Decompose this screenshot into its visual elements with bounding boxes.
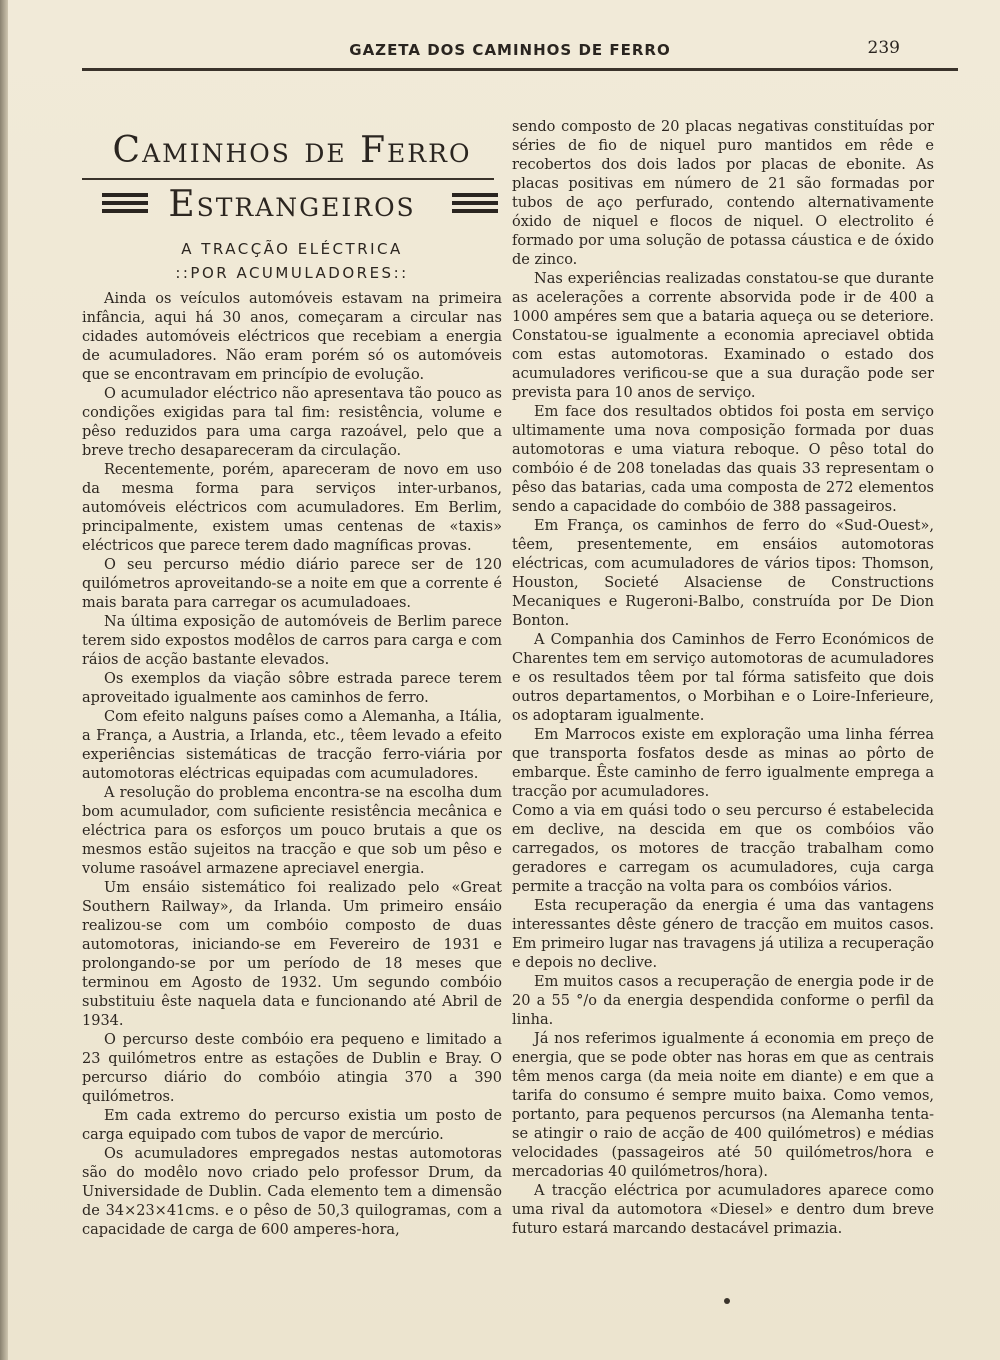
article-paragraph: A resolução do problema encontra-se na escolha dum bom acumulador, com suficiente resistência mecânica e eléctrica para os esforços um pouco brutais a que os mesmos estão sujeitos na tracção e que sob um pêso e volume rasoável armazene apreciavel energia. (82, 785, 502, 877)
article-paragraph: A tracção eléctrica por acumuladores aparece como uma rival da automotora «Diesel» e dentro dum breve futuro estará marcando destacável primazia. (512, 1183, 934, 1237)
left-column-text (82, 290, 502, 1315)
article-paragraph: Em Marrocos existe em exploração uma linha férrea que transporta fosfatos desde as minas ao pôrto de embarque. Êste caminho de ferro igualmente emprega a tracção por acumuladores. (512, 727, 934, 800)
decorative-bars-right (452, 193, 498, 215)
left-column (82, 0, 502, 1360)
article-paragraph: Em cada extremo do percurso existia um posto de carga equipado com tubos de vapor de mercúrio. (82, 1108, 502, 1143)
article-paragraph: Com efeito nalguns países como a Alemanha, a Itália, a França, a Austria, a Irlanda, etc., têem levado a efeito experiências sistemáticas de tracção ferro-viária por automotoras eléctricas equipadas com acumuladores. (82, 709, 502, 782)
right-column (512, 0, 934, 1360)
binding-edge (0, 0, 8, 1360)
article-paragraph: Um ensáio sistemático foi realizado pelo «Great Southern Railway», da Irlanda. Um primeiro ensáio realizou-se com um combóio composto de duas automotoras, iniciando-se em Fevereiro de 1931 e prolongando-se por um período de 18 meses que terminou em Agosto de 1932. Um segundo combóio substituiu êste naquela data e funcionando até Abril de 1934. (82, 880, 502, 1029)
article-paragraph: Ainda os veículos automóveis estavam na primeira infância, aqui há 30 anos, começaram a circular nas cidades automóveis eléctricos que recebiam a energia de acumuladores. Não eram porém só os automóveis que se encontravam em princípio de evolução. (82, 291, 502, 383)
article-paragraph: Em muitos casos a recuperação de energia pode ir de 20 a 55 °/o da energia despendida conforme o perfil da linha. (512, 974, 934, 1028)
article-paragraph: O seu percurso médio diário parece ser de 120 quilómetros aproveitando-se a noite em que a corrente é mais barata para carregar os acumuladoaes. (82, 557, 502, 611)
article-paragraph: O acumulador eléctrico não apresentava tão pouco as condições exigidas para tal fim: resistência, volume e pêso reduzidos para uma carga razoável, pelo que a breve trecho desapareceram da circulação. (82, 386, 502, 459)
article-paragraph: Recentemente, porém, apareceram de novo em uso da mesma forma para serviços inter-urbanos, automóveis eléctricos com acumuladores. Em Berlim, principalmente, existem umas centenas de «taxis» eléctricos que parece terem dado magníficas provas. (82, 462, 502, 554)
right-column-text (512, 118, 934, 1308)
article-title-line1: Caminhos de Ferro (112, 130, 472, 171)
article-paragraph: Em França, os caminhos de ferro do «Sud-Ouest», têem, presentemente, em ensáios automotoras eléctricas, com acumuladores de vários tipos: Thomson, Houston, Societé Alsaciense de Constructions Mecaniques e Rugeroni-Balbo, construída por De Dion Bonton. (512, 518, 934, 629)
article-subtitle-line1: A TRACÇÃO ELÉCTRICA (181, 240, 403, 258)
article-paragraph: Em face dos resultados obtidos foi posta em serviço ultimamente uma nova composição formada por duas automotoras e uma viatura reboque. O pêso total do combóio é de 208 toneladas das quais 33 representam o pêso das batarias, cada uma composta de 272 elementos sendo a capacidade do combóio de 388 passageiros. (512, 404, 934, 515)
article-paragraph: sendo composto de 20 placas negativas constituídas por séries de fio de niquel puro mantidos em rêde e recobertos dos dois lados por placas de ebonite. As placas positivas em número de 21 são formadas por tubos de aço perfurado, contendo alternativamente óxido de niquel e flocos de niquel. O electrolito é formado por uma solução de potassa cáustica e de óxido de zinco. (512, 119, 934, 268)
article-paragraph: O percurso deste combóio era pequeno e limitado a 23 quilómetros entre as estações de Dublin e Bray. O percurso diário do combóio atingia 370 a 390 quilómetros. (82, 1032, 502, 1105)
end-ornament (724, 1298, 730, 1304)
article-paragraph: Como a via em quási todo o seu percurso é estabelecida em declive, na descida em que os combóios vão carregados, os motores de tracção trabalham como geradores e carregam os acumuladores, cuja carga permite a tracção na volta para os combóios vários. (512, 803, 934, 895)
article-paragraph: Na última exposição de automóveis de Berlim parece terem sido expostos modêlos de carros para carga e com ráios de acção bastante elevados. (82, 614, 502, 668)
article-title-line2: Estrangeiros (168, 184, 416, 225)
article-paragraph: Esta recuperação da energia é uma das vantagens interessantes dêste género de tracção em muitos casos. Em primeiro lugar nas travagens já utiliza a recuperação e depois no declive. (512, 898, 934, 971)
article-paragraph: Já nos referimos igualmente á economia em preço de energia, que se pode obter nas horas em que as centrais têm menos carga (da meia noite em diante) e em que a tarifa do consumo é sempre muito baixa. Como vemos, portanto, para pequenos percursos (na Alemanha tenta-se atingir o raio de acção de 400 quilómetros) e médias velocidades (passageiros até 50 quilómetros/hora e mercadorias 40 quilómetros/hora). (512, 1031, 934, 1180)
page-number: 239 (867, 38, 900, 58)
article-subtitle-line2: ::POR ACUMULADORES:: (175, 264, 409, 282)
article-paragraph: Nas experiências realizadas constatou-se que durante as acelerações a corrente absorvida pode ir de 400 a 1000 ampéres sem que a bataria aqueça ou se deteriore. Constatou-se igualmente a economia apreciavel obtida com estas automotoras. Examinado o estado dos acumuladores verificou-se que a sua duração pode ser prevista para 10 anos de serviço. (512, 271, 934, 401)
article-paragraph: Os acumuladores empregados nestas automotoras são do modêlo novo criado pelo professor Drum, da Universidade de Dublin. Cada elemento tem a dimensão de 34×23×41cms. e o pêso de 50,3 quilogramas, com a capacidade de carga de 600 amperes-hora, (82, 1146, 502, 1238)
running-title: GAZETA DOS CAMINHOS DE FERRO (349, 41, 671, 59)
article-paragraph: A Companhia dos Caminhos de Ferro Económicos de Charentes tem em serviço automotoras de acumuladores e os resultados têem por tal fórma satisfeito que dois outros departamentos, o Morbihan e o Loire-Inferieure, os adoptaram igualmente. (512, 632, 934, 724)
article-paragraph: Os exemplos da viação sôbre estrada parece terem aproveitado igualmente aos caminhos de ferro. (82, 671, 502, 706)
article-title-line2-row (82, 180, 502, 230)
